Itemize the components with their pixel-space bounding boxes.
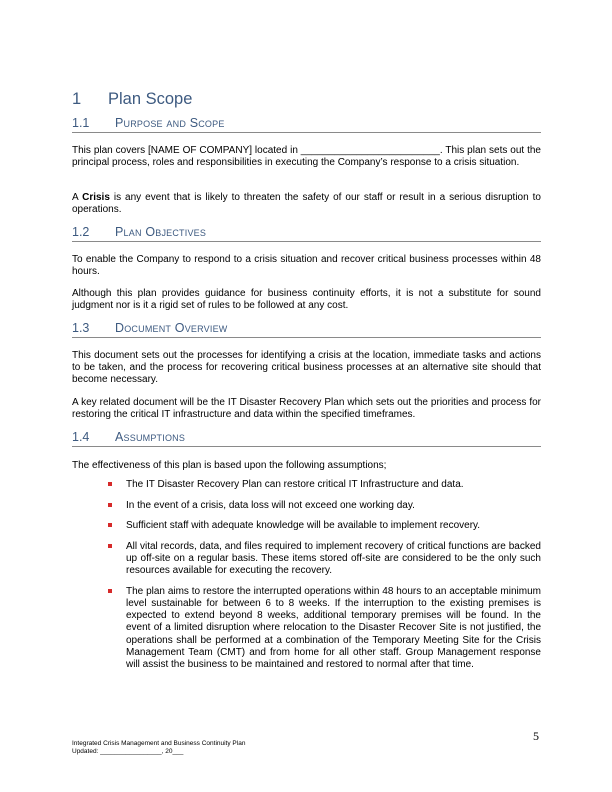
section-heading-overview (72, 321, 541, 338)
list-item (108, 520, 541, 532)
section-number: 1.4 (72, 430, 90, 444)
paragraph-plan-covers: This plan covers [NAME OF COMPANY] located in _________________________. This plan sets out the principal process, roles and responsibilities in executing the Company’s response to a crisis situation. (72, 145, 541, 169)
list-item (108, 500, 541, 512)
section-title: Plan Objectives (115, 225, 207, 239)
chapter-number: 1 (72, 90, 82, 108)
page-number: 5 (533, 729, 539, 743)
footer-title: Integrated Crisis Management and Business Continuity Plan (72, 740, 246, 747)
list-item-text: In the event of a crisis, data loss will not exceed one working day. (126, 499, 415, 511)
section-heading-purpose (72, 116, 541, 133)
list-item (108, 541, 541, 578)
list-item-text: The plan aims to restore the interrupted operations within 48 hours to an acceptable minimum level sustainable for between 6 to 8 weeks. If the interruption to the existing premises is expected to extend beyond 8 weeks, additional temporary premises will be found. In the event of a limited disruption where relocation to the Disaster Recover Site is not justified, the operations shall be performed at a combination of the Temporary Meeting Site for the Crisis Management Team (CMT) and from home for all other staff. Group Management response will assist the business to be maintained and restored to normal after that time. (126, 585, 541, 670)
paragraph-guidance: Although this plan provides guidance for business continuity efforts, it is not a substitute for sound judgment nor is it a rigid set of rules to be followed at any cost. (72, 288, 541, 312)
section-number: 1.2 (72, 225, 90, 239)
paragraph-objective: To enable the Company to respond to a crisis situation and recover critical business processes within 48 hours. (72, 254, 541, 278)
page-footer (72, 740, 245, 756)
paragraph-crisis-definition (72, 192, 541, 216)
bullet-icon (108, 482, 112, 486)
list-item-text: Sufficient staff with adequate knowledge will be available to implement recovery. (126, 520, 481, 532)
section-number: 1.3 (72, 321, 90, 335)
section-heading-objectives (72, 225, 541, 242)
bullet-icon (108, 544, 112, 548)
section-title: Assumptions (115, 430, 186, 444)
bullet-icon (108, 589, 112, 593)
list-item (108, 586, 541, 671)
section-heading-assumptions (72, 430, 541, 447)
assumptions-list (108, 479, 541, 680)
paragraph-related-document: A key related document will be the IT Disaster Recovery Plan which sets out the priorities and process for restoring the critical IT infrastructure and data within the specified timeframes. (72, 397, 541, 421)
list-item-text: All vital records, data, and files required to implement recovery of critical functions are backed up off-site on a regular basis. These items stored off-site are considered to be the only such resources available for executing the recovery. (126, 540, 541, 577)
footer-updated: Updated: _________________, 20___ (72, 748, 184, 755)
crisis-term: Crisis (82, 192, 110, 203)
section-number: 1.1 (72, 116, 90, 130)
section-title: Document Overview (115, 321, 228, 335)
chapter-heading (72, 90, 192, 109)
paragraph-overview: This document sets out the processes for identifying a crisis at the location, immediate tasks and actions to be taken, and the process for recovering critical business processes at an alternative site should that become necessary. (72, 350, 541, 386)
paragraph-text: A (72, 192, 83, 203)
paragraph-text: is any event that is likely to threaten the safety of our staff or result in a serious disruption to operations. (72, 192, 541, 216)
paragraph-assumptions-intro: The effectiveness of this plan is based upon the following assumptions; (72, 460, 387, 471)
list-item-text: The IT Disaster Recovery Plan can restore critical IT Infrastructure and data. (126, 479, 464, 490)
bullet-icon (108, 523, 112, 527)
section-title: Purpose and Scope (115, 116, 225, 130)
list-item (108, 479, 541, 491)
chapter-title: Plan Scope (108, 90, 193, 108)
bullet-icon (108, 503, 112, 507)
